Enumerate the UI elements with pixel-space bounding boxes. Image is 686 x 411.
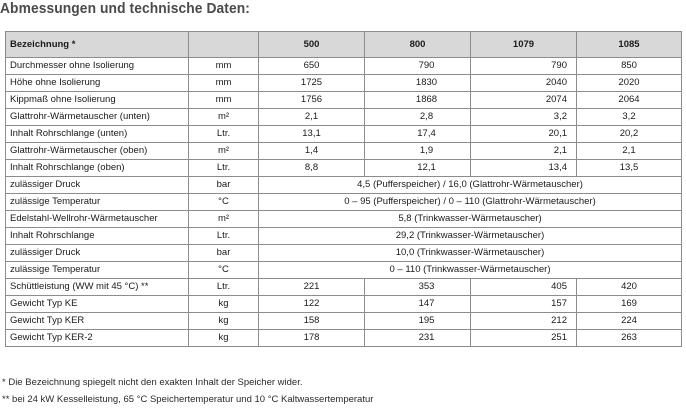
row-value-cell: 13,5 <box>577 160 682 177</box>
row-unit-cell: m² <box>189 109 259 126</box>
row-unit-cell: Ltr. <box>189 228 259 245</box>
row-value-cell: 650 <box>259 58 365 75</box>
row-value-cell: 157 <box>471 296 577 313</box>
row-value-cell: 12,1 <box>365 160 471 177</box>
row-value-cell: 169 <box>577 296 682 313</box>
row-label-cell: Schüttleistung (WW mit 45 °C) ** <box>6 279 189 296</box>
row-unit-cell: °C <box>189 194 259 211</box>
row-value-cell: 2,8 <box>365 109 471 126</box>
table-row <box>6 143 682 160</box>
row-merged-value-cell: 0 – 95 (Pufferspeicher) / 0 – 110 (Glattrohr-Wärmetauscher) <box>259 194 682 211</box>
row-value-cell: 3,2 <box>577 109 682 126</box>
row-value-cell: 3,2 <box>471 109 577 126</box>
row-value-cell: 1868 <box>365 92 471 109</box>
row-value-cell: 122 <box>259 296 365 313</box>
row-value-cell: 8,8 <box>259 160 365 177</box>
row-value-cell: 231 <box>365 330 471 347</box>
row-value-cell: 1756 <box>259 92 365 109</box>
row-merged-value-cell: 10,0 (Trinkwasser-Wärmetauscher) <box>259 245 682 262</box>
row-unit-cell: Ltr. <box>189 279 259 296</box>
row-label-cell: zulässige Temperatur <box>6 262 189 279</box>
footnote-2: ** bei 24 kW Kesselleistung, 65 °C Speichertemperatur und 10 °C Kaltwassertemperatur <box>2 394 374 405</box>
row-value-cell: 2,1 <box>471 143 577 160</box>
row-label-cell: Inhalt Rohrschlange (oben) <box>6 160 189 177</box>
row-value-cell: 263 <box>577 330 682 347</box>
row-label-cell: zulässiger Druck <box>6 177 189 194</box>
table-row <box>6 92 682 109</box>
row-value-cell: 2074 <box>471 92 577 109</box>
row-value-cell: 2020 <box>577 75 682 92</box>
row-label-cell: Gewicht Typ KER <box>6 313 189 330</box>
row-value-cell: 2,1 <box>259 109 365 126</box>
row-label-cell: Gewicht Typ KE <box>6 296 189 313</box>
table-row <box>6 211 682 228</box>
row-label-cell: Kippmaß ohne Isolierung <box>6 92 189 109</box>
row-value-cell: 790 <box>365 58 471 75</box>
row-value-cell: 790 <box>471 58 577 75</box>
table-header-row <box>6 32 682 58</box>
table-row <box>6 262 682 279</box>
row-value-cell: 353 <box>365 279 471 296</box>
footnote-1: * Die Bezeichnung spiegelt nicht den exakten Inhalt der Speicher wider. <box>2 377 303 388</box>
row-value-cell: 195 <box>365 313 471 330</box>
row-label-cell: Glattrohr-Wärmetauscher (oben) <box>6 143 189 160</box>
header-model-800: 800 <box>365 32 471 58</box>
row-unit-cell: m² <box>189 211 259 228</box>
spec-table <box>5 31 682 347</box>
row-unit-cell: Ltr. <box>189 126 259 143</box>
row-value-cell: 212 <box>471 313 577 330</box>
row-value-cell: 178 <box>259 330 365 347</box>
row-label-cell: Gewicht Typ KER-2 <box>6 330 189 347</box>
row-label-cell: Durchmesser ohne Isolierung <box>6 58 189 75</box>
header-model-500: 500 <box>259 32 365 58</box>
row-value-cell: 224 <box>577 313 682 330</box>
header-model-1085: 1085 <box>577 32 682 58</box>
table-row <box>6 330 682 347</box>
table-row <box>6 279 682 296</box>
row-merged-value-cell: 4,5 (Pufferspeicher) / 16,0 (Glattrohr-Wärmetauscher) <box>259 177 682 194</box>
row-unit-cell: bar <box>189 177 259 194</box>
table-row <box>6 58 682 75</box>
table-row <box>6 228 682 245</box>
row-value-cell: 147 <box>365 296 471 313</box>
row-merged-value-cell: 0 – 110 (Trinkwasser-Wärmetauscher) <box>259 262 682 279</box>
table-row <box>6 177 682 194</box>
row-label-cell: Glattrohr-Wärmetauscher (unten) <box>6 109 189 126</box>
row-unit-cell: kg <box>189 296 259 313</box>
page-title: Abmessungen und technische Daten: <box>0 0 250 17</box>
row-label-cell: zulässiger Druck <box>6 245 189 262</box>
header-unit-cell <box>189 32 259 58</box>
row-value-cell: 1725 <box>259 75 365 92</box>
row-value-cell: 20,1 <box>471 126 577 143</box>
row-label-cell: Inhalt Rohrschlange <box>6 228 189 245</box>
table-row <box>6 313 682 330</box>
row-label-cell: Höhe ohne Isolierung <box>6 75 189 92</box>
row-unit-cell: Ltr. <box>189 160 259 177</box>
row-value-cell: 13,4 <box>471 160 577 177</box>
row-merged-value-cell: 29,2 (Trinkwasser-Wärmetauscher) <box>259 228 682 245</box>
table-row <box>6 75 682 92</box>
row-value-cell: 420 <box>577 279 682 296</box>
row-unit-cell: m² <box>189 143 259 160</box>
table-row <box>6 126 682 143</box>
row-unit-cell: kg <box>189 313 259 330</box>
table-row <box>6 296 682 313</box>
table-row <box>6 194 682 211</box>
row-unit-cell: mm <box>189 58 259 75</box>
table-row <box>6 160 682 177</box>
row-value-cell: 1,9 <box>365 143 471 160</box>
row-value-cell: 20,2 <box>577 126 682 143</box>
row-unit-cell: °C <box>189 262 259 279</box>
row-value-cell: 1830 <box>365 75 471 92</box>
header-model-1079: 1079 <box>471 32 577 58</box>
row-unit-cell: kg <box>189 330 259 347</box>
row-value-cell: 2040 <box>471 75 577 92</box>
row-label-cell: zulässige Temperatur <box>6 194 189 211</box>
row-value-cell: 221 <box>259 279 365 296</box>
row-value-cell: 17,4 <box>365 126 471 143</box>
row-value-cell: 158 <box>259 313 365 330</box>
row-merged-value-cell: 5,8 (Trinkwasser-Wärmetauscher) <box>259 211 682 228</box>
row-value-cell: 1,4 <box>259 143 365 160</box>
row-value-cell: 13,1 <box>259 126 365 143</box>
row-value-cell: 405 <box>471 279 577 296</box>
row-unit-cell: mm <box>189 92 259 109</box>
spec-table-body <box>6 32 682 347</box>
row-value-cell: 2064 <box>577 92 682 109</box>
row-unit-cell: mm <box>189 75 259 92</box>
row-value-cell: 251 <box>471 330 577 347</box>
table-row <box>6 245 682 262</box>
row-unit-cell: bar <box>189 245 259 262</box>
row-value-cell: 2,1 <box>577 143 682 160</box>
row-label-cell: Inhalt Rohrschlange (unten) <box>6 126 189 143</box>
header-label-cell: Bezeichnung * <box>6 32 189 58</box>
row-label-cell: Edelstahl-Wellrohr-Wärmetauscher <box>6 211 189 228</box>
row-value-cell: 850 <box>577 58 682 75</box>
table-row <box>6 109 682 126</box>
